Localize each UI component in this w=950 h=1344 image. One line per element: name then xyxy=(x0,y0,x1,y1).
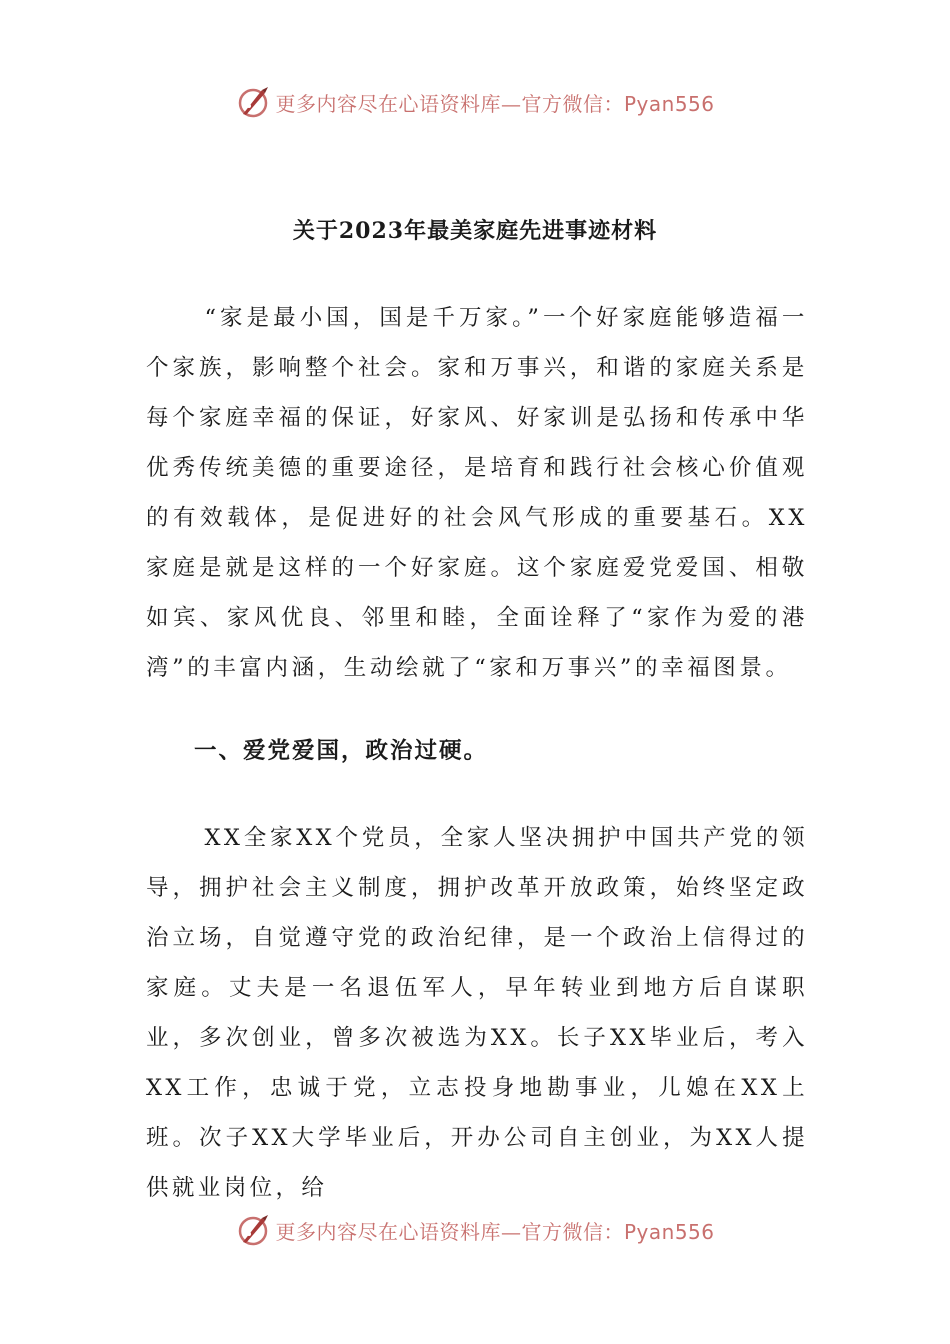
intro-paragraph: “家是最小国，国是千万家。”一个好家庭能够造福一个家族，影响整个社会。家和万事兴，和谐的家庭关系是每个家庭幸福的保证，好家风、好家训是弘扬和传承中华优秀传统美德的重要途径，是培育和践行社会核心价值观的有效载体，是促进好的社会风气形成的重要基石。XX家庭是就是这样的一个好家庭。这个家庭爱党爱国、相敬如宾、家风优良、邻里和睦，全面诠释了“家作为爱的港湾”的丰富内涵，生动绘就了“家和万事兴”的幸福图景。 xyxy=(146,305,808,681)
watermark-text: 更多内容尽在心语资料库—官方微信：Pyan556 xyxy=(275,91,715,116)
footer-watermark xyxy=(0,1210,950,1250)
section-heading: 一、爱党爱国，政治过硬。 xyxy=(194,738,489,764)
document-title: 关于2023年最美家庭先进事迹材料 xyxy=(292,218,658,244)
watermark-text: 更多内容尽在心语资料库—官方微信：Pyan556 xyxy=(275,1219,715,1244)
watermark-wechat-id: Pyan556 xyxy=(623,91,715,116)
watermark-wechat-id: Pyan556 xyxy=(623,1219,715,1244)
section-paragraph: XX全家XX个党员，全家人坚决拥护中国共产党的领导，拥护社会主义制度，拥护改革开放政策，始终坚定政治立场，自觉遵守党的政治纪律，是一个政治上信得过的家庭。丈夫是一名退伍军人，早年转业到地方后自谋职业，多次创业，曾多次被选为XX。长子XX毕业后，考入XX工作，忠诚于党，立志投身地勘事业，儿媳在XX上班。次子XX大学毕业后，开办公司自主创业，为XX人提供就业岗位，给 xyxy=(146,825,808,1201)
header-watermark xyxy=(0,82,950,122)
quill-pen-circle-icon xyxy=(235,1212,271,1248)
quill-pen-circle-icon xyxy=(235,84,271,120)
